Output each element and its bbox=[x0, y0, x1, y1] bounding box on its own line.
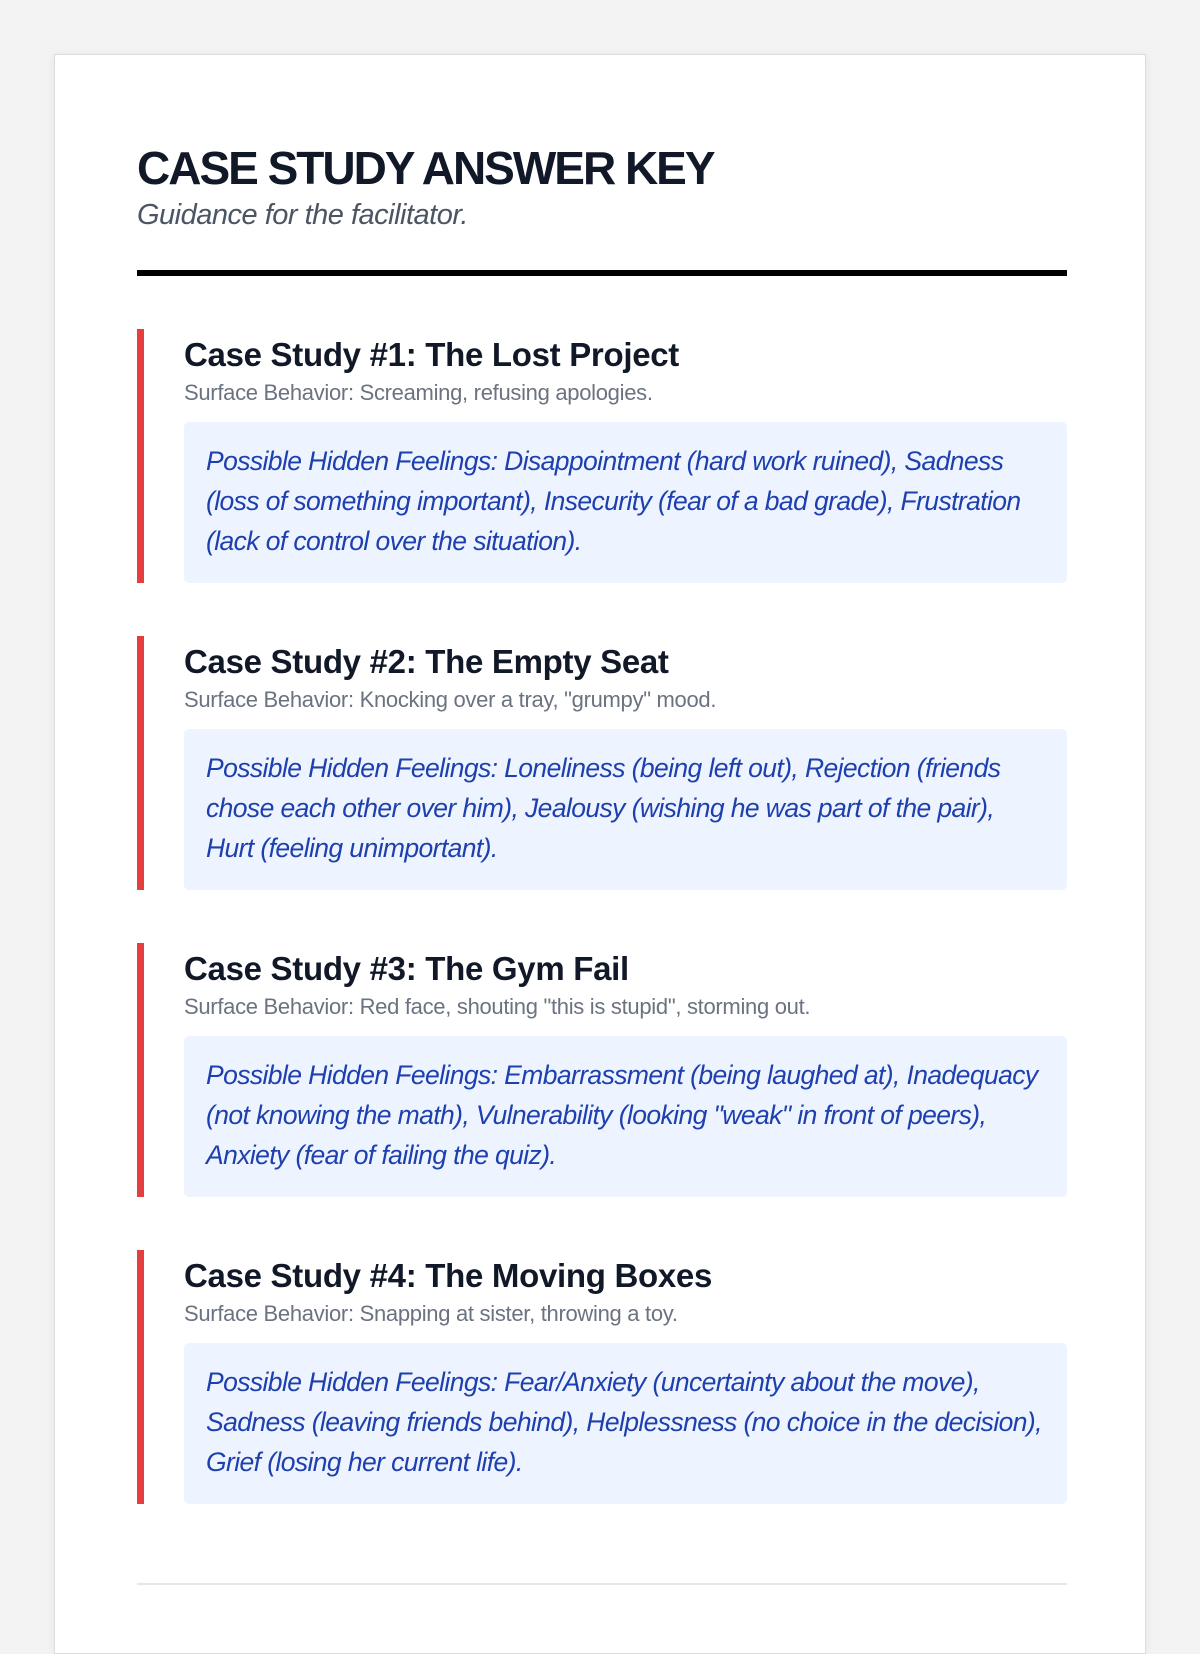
page-subtitle: Guidance for the facilitator. bbox=[137, 199, 468, 231]
surface-behavior: Surface Behavior: Screaming, refusing apologies. bbox=[184, 380, 653, 405]
surface-behavior: Surface Behavior: Snapping at sister, throwing a toy. bbox=[184, 1301, 678, 1326]
surface-behavior: Surface Behavior: Red face, shouting "this is stupid", storming out. bbox=[184, 994, 811, 1019]
hidden-feelings-text: Possible Hidden Feelings: Embarrassment (being laughed at), Inadequacy (not knowing the math), Vulnerability (looking "weak" in front of peers), Anxiety (fear of failing the quiz). bbox=[206, 1060, 1038, 1170]
hidden-feelings-box bbox=[184, 1343, 1067, 1504]
hidden-feelings-box bbox=[184, 422, 1067, 583]
hidden-feelings-box bbox=[184, 729, 1067, 890]
surface-behavior: Surface Behavior: Knocking over a tray, "grumpy" mood. bbox=[184, 687, 717, 712]
page-title: CASE STUDY ANSWER KEY bbox=[137, 142, 714, 194]
case-study-2 bbox=[137, 636, 1067, 890]
hidden-feelings-text: Possible Hidden Feelings: Fear/Anxiety (uncertainty about the move), Sadness (leaving friends behind), Helplessness (no choice in the decision), Grief (losing her current life). bbox=[206, 1367, 1042, 1477]
hidden-feelings-box bbox=[184, 1036, 1067, 1197]
hidden-feelings-text: Possible Hidden Feelings: Loneliness (being left out), Rejection (friends chose each other over him), Jealousy (wishing he was part of the pair), Hurt (feeling unimportant). bbox=[206, 753, 1001, 863]
case-study-3 bbox=[137, 943, 1067, 1197]
case-study-4 bbox=[137, 1250, 1067, 1504]
header-divider bbox=[137, 270, 1067, 276]
answer-key-page bbox=[54, 54, 1146, 1654]
footer-divider bbox=[137, 1583, 1067, 1585]
case-study-title: Case Study #2: The Empty Seat bbox=[184, 643, 669, 680]
case-study-title: Case Study #1: The Lost Project bbox=[184, 336, 679, 373]
page-header bbox=[137, 141, 1067, 235]
hidden-feelings-text: Possible Hidden Feelings: Disappointment (hard work ruined), Sadness (loss of something important), Insecurity (fear of a bad grade), Frustration (lack of control over the situation). bbox=[206, 446, 1021, 556]
case-study-title: Case Study #4: The Moving Boxes bbox=[184, 1257, 712, 1294]
case-study-1 bbox=[137, 329, 1067, 583]
case-study-title: Case Study #3: The Gym Fail bbox=[184, 950, 629, 987]
